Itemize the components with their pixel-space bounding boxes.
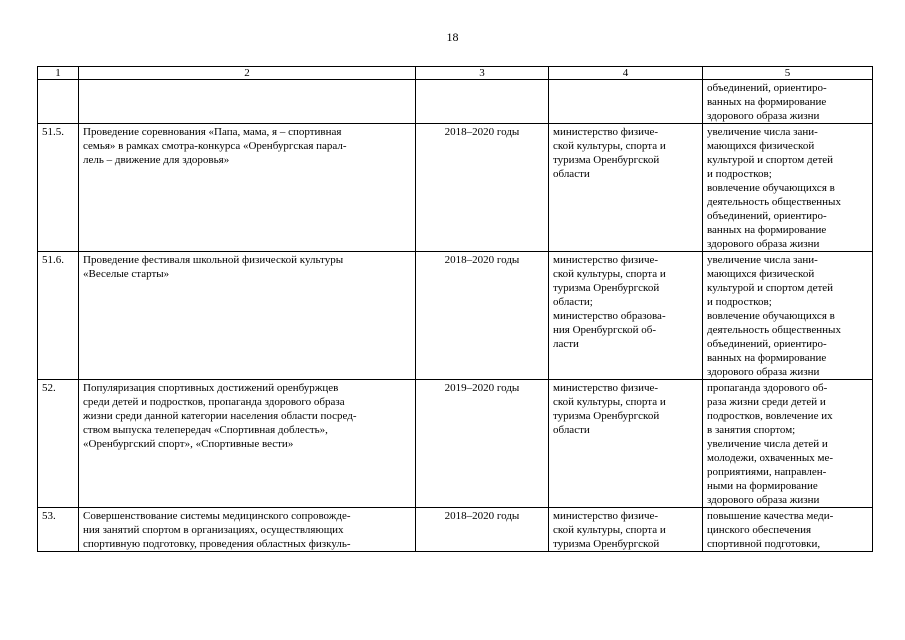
cell-text-line: здорового образа жизни xyxy=(707,238,820,250)
years-cell: 2018–2020 годы xyxy=(416,124,549,252)
cell-text-line: объединений, ориентиро- xyxy=(707,82,827,94)
table-row xyxy=(38,380,873,508)
cell-text-line: туризма Оренбургской xyxy=(553,282,660,294)
result-cell xyxy=(703,124,873,252)
table-body xyxy=(38,67,873,552)
cell-text-line: повышение качества меди- xyxy=(707,510,834,522)
cell-text-line: и подростков; xyxy=(707,168,772,180)
cell-text-line: культурой и спортом детей xyxy=(707,154,834,166)
cell-text-line: министерство физиче- xyxy=(553,254,659,266)
cell-text-line: семья» в рамках смотра-конкурса «Оренбургская парал- xyxy=(83,140,347,152)
cell-text-line: туризма Оренбургской xyxy=(553,538,660,550)
table-row xyxy=(38,80,873,124)
cell-text-line: здорового образа жизни xyxy=(707,494,820,506)
cell-text-line: ской культуры, спорта и xyxy=(553,140,666,152)
cell-text-line: и подростков; xyxy=(707,296,772,308)
responsible-cell xyxy=(549,124,703,252)
cell-text-line: Совершенствование системы медицинского сопровожде- xyxy=(83,510,351,522)
cell-text-line: деятельность общественных xyxy=(707,324,841,336)
description-cell xyxy=(79,80,416,124)
cell-text-line: лель – движение для здоровья» xyxy=(83,154,230,166)
cell-text-line: министерство физиче- xyxy=(553,126,659,138)
cell-text-line: увеличение числа детей и xyxy=(707,438,828,450)
cell-text-line: мающихся физической xyxy=(707,268,815,280)
cell-text-line: туризма Оренбургской xyxy=(553,154,660,166)
result-cell xyxy=(703,252,873,380)
cell-text-line: ской культуры, спорта и xyxy=(553,268,666,280)
cell-text-line: цинского обеспечения xyxy=(707,524,812,536)
cell-text-line: в занятия спортом; xyxy=(707,424,796,436)
cell-text-line: роприятиями, направлен- xyxy=(707,466,827,478)
cell-text-line: здорового образа жизни xyxy=(707,366,820,378)
responsible-cell xyxy=(549,252,703,380)
item-number-cell: 52. xyxy=(38,380,79,508)
description-cell xyxy=(79,508,416,552)
cell-text-line: области xyxy=(553,424,590,436)
column-header-4: 4 xyxy=(549,67,703,80)
table-row xyxy=(38,252,873,380)
cell-text-line: ской культуры, спорта и xyxy=(553,524,666,536)
cell-text-line: подростков, вовлечение их xyxy=(707,410,833,422)
column-header-1: 1 xyxy=(38,67,79,80)
cell-text-line: туризма Оренбургской xyxy=(553,410,660,422)
description-cell xyxy=(79,252,416,380)
table-row xyxy=(38,508,873,552)
column-header-5: 5 xyxy=(703,67,873,80)
program-table xyxy=(37,66,873,552)
cell-text-line: раза жизни среди детей и xyxy=(707,396,826,408)
cell-text-line: вовлечение обучающихся в xyxy=(707,310,835,322)
cell-text-line: жизни среди данной категории населения области посред- xyxy=(83,410,357,422)
responsible-cell xyxy=(549,80,703,124)
description-cell xyxy=(79,124,416,252)
years-cell: 2018–2020 годы xyxy=(416,252,549,380)
cell-text-line: увеличение числа зани- xyxy=(707,126,818,138)
item-number-cell: 51.5. xyxy=(38,124,79,252)
table-header-row xyxy=(38,67,873,80)
item-number-cell: 51.6. xyxy=(38,252,79,380)
cell-text-line: «Веселые старты» xyxy=(83,268,170,280)
cell-text-line: увеличение числа зани- xyxy=(707,254,818,266)
cell-text-line: объединений, ориентиро- xyxy=(707,338,827,350)
cell-text-line: ванных на формирование xyxy=(707,96,827,108)
cell-text-line: среди детей и подростков, пропаганда здорового образа xyxy=(83,396,345,408)
item-number-cell xyxy=(38,80,79,124)
cell-text-line: министерство образова- xyxy=(553,310,666,322)
responsible-cell xyxy=(549,508,703,552)
cell-text-line: министерство физиче- xyxy=(553,510,659,522)
cell-text-line: области; xyxy=(553,296,593,308)
cell-text-line: ской культуры, спорта и xyxy=(553,396,666,408)
cell-text-line: спортивной подготовки, xyxy=(707,538,821,550)
cell-text-line: мающихся физической xyxy=(707,140,815,152)
years-cell: 2019–2020 годы xyxy=(416,380,549,508)
column-header-3: 3 xyxy=(416,67,549,80)
column-header-2: 2 xyxy=(79,67,416,80)
responsible-cell xyxy=(549,380,703,508)
cell-text-line: ласти xyxy=(553,338,579,350)
item-number-cell: 53. xyxy=(38,508,79,552)
cell-text-line: Проведение соревнования «Папа, мама, я – спортивная xyxy=(83,126,342,138)
cell-text-line: «Оренбургский спорт», «Спортивные вести» xyxy=(83,438,294,450)
cell-text-line: спортивную подготовку, проведения областных физкуль- xyxy=(83,538,351,550)
years-cell xyxy=(416,80,549,124)
cell-text-line: Проведение фестиваля школьной физической культуры xyxy=(83,254,344,266)
cell-text-line: ством выпуска телепередач «Спортивная доблесть», xyxy=(83,424,328,436)
cell-text-line: ванных на формирование xyxy=(707,224,827,236)
years-cell: 2018–2020 годы xyxy=(416,508,549,552)
description-cell xyxy=(79,380,416,508)
cell-text-line: ными на формирование xyxy=(707,480,818,492)
cell-text-line: ния занятий спортом в организациях, осуществляющих xyxy=(83,524,344,536)
cell-text-line: молодежи, охваченных ме- xyxy=(707,452,834,464)
cell-text-line: области xyxy=(553,168,590,180)
cell-text-line: ванных на формирование xyxy=(707,352,827,364)
cell-text-line: министерство физиче- xyxy=(553,382,659,394)
page-number: 18 xyxy=(446,30,459,44)
cell-text-line: деятельность общественных xyxy=(707,196,841,208)
cell-text-line: культурой и спортом детей xyxy=(707,282,834,294)
result-cell xyxy=(703,80,873,124)
result-cell xyxy=(703,508,873,552)
cell-text-line: Популяризация спортивных достижений оренбуржцев xyxy=(83,382,339,394)
cell-text-line: пропаганда здорового об- xyxy=(707,382,828,394)
table-row xyxy=(38,124,873,252)
cell-text-line: вовлечение обучающихся в xyxy=(707,182,835,194)
cell-text-line: здорового образа жизни xyxy=(707,110,820,122)
cell-text-line: ния Оренбургской об- xyxy=(553,324,657,336)
result-cell xyxy=(703,380,873,508)
cell-text-line: объединений, ориентиро- xyxy=(707,210,827,222)
